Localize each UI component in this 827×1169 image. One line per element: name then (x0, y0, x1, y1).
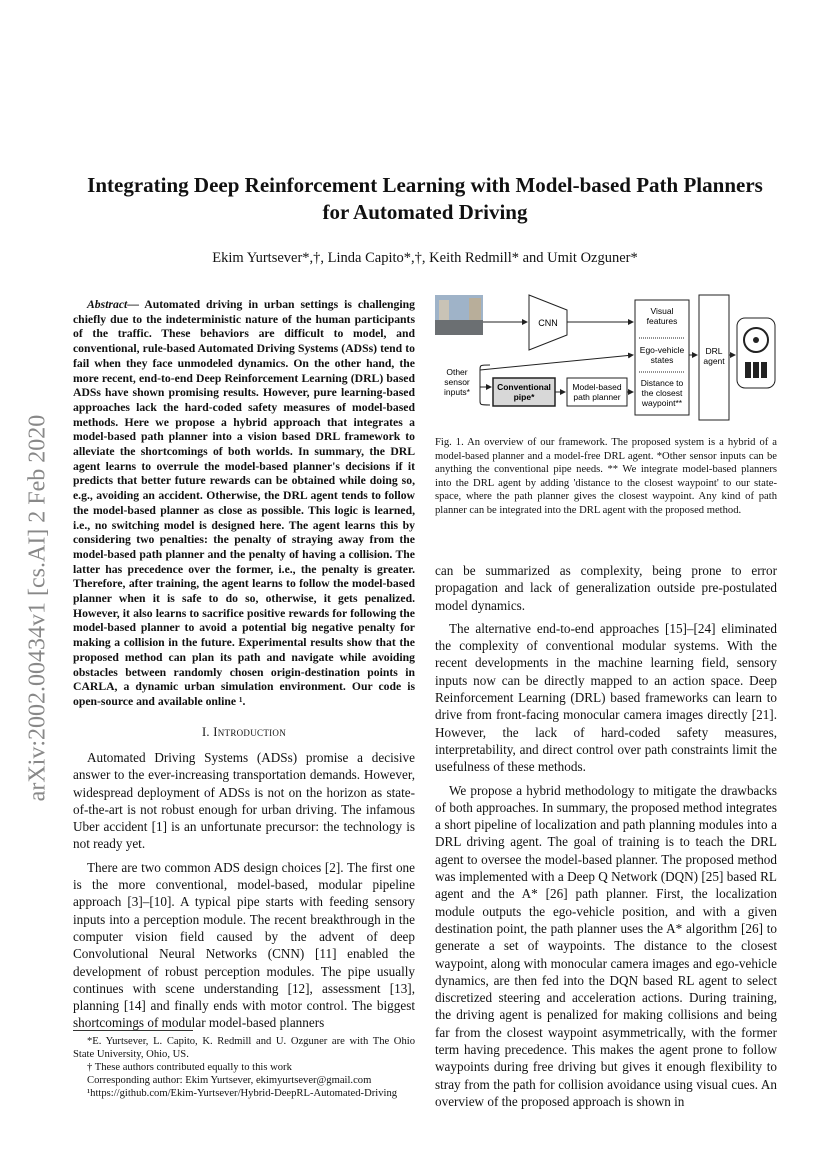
pedals-icon (745, 362, 767, 378)
planner-label-line: Model-based (572, 382, 622, 392)
paragraph: can be summarized as complexity, being prone to error propagation and lack of generalization outside pre-postulated model dynamics. (435, 563, 777, 613)
distance-label-line: waypoint** (641, 398, 683, 408)
figure-caption: Fig. 1. An overview of our framework. The proposed system is a hybrid of a model-based planner and a model-free DRL agent. *Other sensor inputs can be anything the conventional pipe needs. ** We integrate model-based planners into the DRL agent by adding 'distance to the closest waypoint' to our state-space, where the path planner gives the closest waypoint. Any kind of path planner can be integrated into the DRL agent with the proposed method. (435, 437, 777, 516)
footnote: † These authors contributed equally to this work (87, 1062, 292, 1073)
distance-label-line: the closest (641, 388, 683, 398)
visual-label-line: Visual (650, 306, 674, 316)
sensor-label-line: Other (446, 367, 468, 377)
drl-agent-label (703, 346, 725, 366)
pipe-label-line: pipe* (513, 392, 535, 402)
framework-figure (435, 290, 777, 430)
drl-label-line: agent (703, 356, 725, 366)
footnote-rule (73, 1030, 193, 1031)
sensor-label-line: sensor (444, 377, 470, 387)
footnote: Corresponding author: Ekim Yurtsever, ekimyurtsever@gmail.com (87, 1075, 372, 1086)
visual-features-label (647, 306, 678, 326)
drl-label-line: DRL (705, 346, 723, 356)
paragraph: We propose a hybrid methodology to mitigate the drawbacks of both approaches. In summary, the proposed method integrates a short pipeline of localization and path planning modules into a DRL driving agent. The goal of training is to teach the DRL agent to oversee the model-based planner. The proposed method was implemented with a Deep Q Network (DQN) [25] based RL agent and the A* [26] path planner. First, the localization module outputs the ego-vehicle position, and with a given destination point, the path planner uses the A* algorithm [26] to generate a set of waypoints. The distance to the closest waypoint, along with monocular camera images and ego-vehicle dynamics, are then fed into the DQN based RL agent to select discretized steering and acceleration actions. During training, the driving agent is penalized for making collisions and being far from the closest waypoint asymmetrically, with the former term having precedence. This makes the agent prone to follow waypoints during free driving but gives it enough flexibility to stray from the path for collision avoidance using visual cues. An overview of the proposed approach is shown in (435, 782, 777, 1109)
arxiv-stamp: arXiv:2002.00434v1 [cs.AI] 2 Feb 2020 (24, 414, 51, 802)
abstract-text: — Automated driving in urban settings is challenging chiefly due to the indeterministic nature of the human participants of the traffic. These behaviors are difficult to model, and conventional, rule-based Automated Driving Systems (ADSs) tend to fail when they face unmodeled dynamics. On the other hand, the more recent, end-to-end Deep Reinforcement Learning (DRL) based ADSs have shown promising results. However, pure learning-based approaches lack the hard-coded safety measures of model-based methods. Here we propose a hybrid approach that integrates a model-based path planner into a vision based DRL framework to alleviate the shortcomings of both worlds. In summary, the DRL agent learns to overrule the model-based planner's decisions if it predicts that better future rewards can be obtained while doing so, e.g., avoiding an accident. Otherwise, the DRL agent tends to follow the model-based planner as close as possible. This logic is learned, i.e., no switching model is designed here. The agent learns this by considering two penalties: the penalty of straying away from the model-based path planner and the penalty of having a collision. The latter has precedence over the former, i.e., the penalty is greater. Therefore, after training, the agent learns to follow the model-based planner when it is safe to do so, otherwise, it gets penalized. However, it also learns to sacrifice positive rewards for following the model-based planner to avoid a potential big negative penalty for making a collision in the future. Experimental results show that the proposed method can plan its path and navigate while avoiding obstacles between randomly chosen origin-destination points in CARLA, a dynamic urban simulation environment. Our code is open-source and available online ¹. (73, 298, 415, 708)
visual-label-line: features (646, 316, 678, 326)
footnote: ¹https://github.com/Ekim-Yurtsever/Hybrid-DeepRL-Automated-Driving (87, 1088, 398, 1099)
paragraph: The alternative end-to-end approaches [15]–[24] eliminated the complexity of conventional modular systems. With the recent developments in the machine learning field, sensory inputs now can be directly mapped to an action space. Deep Reinforcement Learning (DRL) based frameworks can learn to drive from front-facing monocular camera images directly [21]. However, the lack of hard-coded safety measures, interpretability, and direct control over path constraints limit the usefulness of these methods. (435, 620, 777, 775)
camera-image (435, 295, 483, 335)
pipe-label-line: Conventional (497, 382, 551, 392)
paper-title: Integrating Deep Reinforcement Learning with Model-based Path Planners for Automated Driving (87, 173, 763, 224)
planner-label-line: path planner (573, 392, 621, 402)
distance-label-line: Distance to (640, 378, 684, 388)
model-planner-label (572, 382, 621, 402)
author-list: Ekim Yurtsever*,†, Linda Capito*,†, Keith Redmill* and Umit Ozguner* (212, 250, 638, 266)
sensor-label-line: inputs* (444, 387, 470, 397)
ego-label-line: Ego-vehicle (639, 345, 685, 355)
other-sensor-label (444, 367, 471, 397)
footnotes (73, 1030, 415, 1100)
ego-label-line: states (650, 355, 674, 365)
left-column (73, 298, 415, 1038)
paragraph: There are two common ADS design choices [2]. The first one is the more conventional, model-based, modular pipeline approach [3]–[10]. A typical pipe starts with feeding sensory inputs into a perception module. The recent breakthrough in the computer vision field caused by the advent of deep Convolutional Neural Networks (CNN) [11] enabled the development of robust perception modules. The pipe usually continues with scene understanding [12], assessment [13], planning [14] and finally ends with motor control. The biggest shortcomings of modular model-based planners (73, 859, 415, 1031)
section-heading: I. Introduction (201, 724, 287, 739)
abstract (73, 298, 415, 710)
paragraph: Automated Driving Systems (ADSs) promise a decisive answer to the ever-increasing transportation demands. However, widespread deployment of ADSs is not on the horizon as state-of-the-art is not robust enough for urban driving. The infamous Uber accident [1] is an unfortunate precursor: the technology is not ready yet. (73, 749, 415, 852)
abstract-label: Abstract (87, 298, 128, 311)
cnn-label: CNN (538, 318, 558, 328)
distance-label (641, 378, 684, 408)
footnote: *E. Yurtsever, L. Capito, K. Redmill and U. Ozguner are with The Ohio State University, Ohio, US. (73, 1036, 415, 1060)
right-column (435, 562, 777, 1116)
